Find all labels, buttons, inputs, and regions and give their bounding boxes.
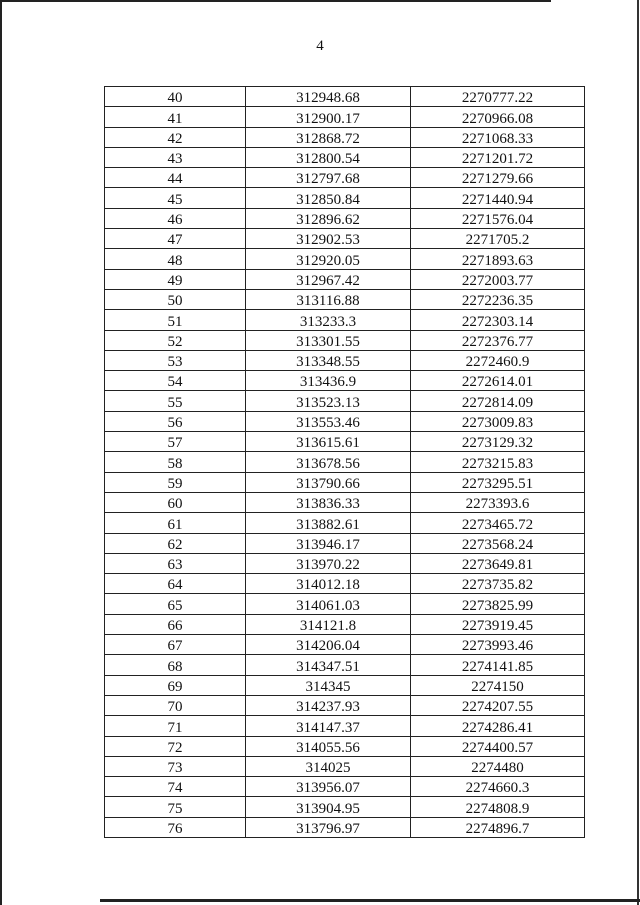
table-row: [105, 513, 585, 533]
y-coordinate-cell: 2274400.57: [411, 736, 585, 756]
x-coordinate-cell: 313116.88: [246, 289, 411, 309]
y-coordinate-cell: 2271576.04: [411, 208, 585, 228]
x-coordinate-cell: 312920.05: [246, 249, 411, 269]
y-coordinate-cell: 2273295.51: [411, 472, 585, 492]
table-row: [105, 817, 585, 837]
point-number-cell: 55: [105, 391, 246, 411]
point-number-cell: 57: [105, 432, 246, 452]
point-number-cell: 70: [105, 695, 246, 715]
x-coordinate-cell: 313436.9: [246, 371, 411, 391]
y-coordinate-cell: 2272003.77: [411, 269, 585, 289]
table-row: [105, 614, 585, 634]
table-row: [105, 756, 585, 776]
x-coordinate-cell: 313796.97: [246, 817, 411, 837]
table-row: [105, 107, 585, 127]
table-row: [105, 269, 585, 289]
point-number-cell: 42: [105, 127, 246, 147]
point-number-cell: 62: [105, 533, 246, 553]
table-row: [105, 229, 585, 249]
y-coordinate-cell: 2274896.7: [411, 817, 585, 837]
scan-border-left: [0, 0, 2, 905]
x-coordinate-cell: 313553.46: [246, 411, 411, 431]
x-coordinate-cell: 314147.37: [246, 716, 411, 736]
table-row: [105, 168, 585, 188]
x-coordinate-cell: 314061.03: [246, 594, 411, 614]
y-coordinate-cell: 2274207.55: [411, 695, 585, 715]
x-coordinate-cell: 312896.62: [246, 208, 411, 228]
y-coordinate-cell: 2273465.72: [411, 513, 585, 533]
table-row: [105, 350, 585, 370]
table-row: [105, 736, 585, 756]
point-number-cell: 67: [105, 635, 246, 655]
x-coordinate-cell: 312800.54: [246, 147, 411, 167]
point-number-cell: 66: [105, 614, 246, 634]
x-coordinate-cell: 313301.55: [246, 330, 411, 350]
y-coordinate-cell: 2273215.83: [411, 452, 585, 472]
y-coordinate-cell: 2274660.3: [411, 777, 585, 797]
point-number-cell: 48: [105, 249, 246, 269]
y-coordinate-cell: 2274141.85: [411, 655, 585, 675]
point-number-cell: 49: [105, 269, 246, 289]
table-row: [105, 553, 585, 573]
y-coordinate-cell: 2272614.01: [411, 371, 585, 391]
y-coordinate-cell: 2271279.66: [411, 168, 585, 188]
y-coordinate-cell: 2273735.82: [411, 574, 585, 594]
point-number-cell: 60: [105, 492, 246, 512]
table-row: [105, 208, 585, 228]
point-number-cell: 40: [105, 87, 246, 107]
x-coordinate-cell: 312797.68: [246, 168, 411, 188]
y-coordinate-cell: 2271440.94: [411, 188, 585, 208]
scan-border-top: [0, 0, 551, 2]
y-coordinate-cell: 2272303.14: [411, 310, 585, 330]
y-coordinate-cell: 2273825.99: [411, 594, 585, 614]
y-coordinate-cell: 2274808.9: [411, 797, 585, 817]
point-number-cell: 75: [105, 797, 246, 817]
point-number-cell: 59: [105, 472, 246, 492]
y-coordinate-cell: 2274150: [411, 675, 585, 695]
y-coordinate-cell: 2273993.46: [411, 635, 585, 655]
point-number-cell: 51: [105, 310, 246, 330]
table-row: [105, 777, 585, 797]
y-coordinate-cell: 2274286.41: [411, 716, 585, 736]
x-coordinate-cell: 313790.66: [246, 472, 411, 492]
table-row: [105, 675, 585, 695]
y-coordinate-cell: 2272376.77: [411, 330, 585, 350]
y-coordinate-cell: 2273393.6: [411, 492, 585, 512]
y-coordinate-cell: 2273568.24: [411, 533, 585, 553]
x-coordinate-cell: 313904.95: [246, 797, 411, 817]
x-coordinate-cell: 313946.17: [246, 533, 411, 553]
y-coordinate-cell: 2272236.35: [411, 289, 585, 309]
point-number-cell: 44: [105, 168, 246, 188]
table-row: [105, 574, 585, 594]
x-coordinate-cell: 313970.22: [246, 553, 411, 573]
x-coordinate-cell: 312900.17: [246, 107, 411, 127]
point-number-cell: 73: [105, 756, 246, 776]
table-row: [105, 249, 585, 269]
table-row: [105, 432, 585, 452]
point-number-cell: 72: [105, 736, 246, 756]
y-coordinate-cell: 2272814.09: [411, 391, 585, 411]
y-coordinate-cell: 2270777.22: [411, 87, 585, 107]
x-coordinate-cell: 314206.04: [246, 635, 411, 655]
x-coordinate-cell: 314345: [246, 675, 411, 695]
table-row: [105, 127, 585, 147]
point-number-cell: 61: [105, 513, 246, 533]
point-number-cell: 65: [105, 594, 246, 614]
coordinates-table: [104, 86, 585, 838]
point-number-cell: 47: [105, 229, 246, 249]
point-number-cell: 69: [105, 675, 246, 695]
y-coordinate-cell: 2273919.45: [411, 614, 585, 634]
point-number-cell: 53: [105, 350, 246, 370]
x-coordinate-cell: 313882.61: [246, 513, 411, 533]
y-coordinate-cell: 2271068.33: [411, 127, 585, 147]
x-coordinate-cell: 313836.33: [246, 492, 411, 512]
point-number-cell: 46: [105, 208, 246, 228]
table-row: [105, 695, 585, 715]
x-coordinate-cell: 312967.42: [246, 269, 411, 289]
x-coordinate-cell: 314121.8: [246, 614, 411, 634]
y-coordinate-cell: 2270966.08: [411, 107, 585, 127]
y-coordinate-cell: 2271201.72: [411, 147, 585, 167]
x-coordinate-cell: 313348.55: [246, 350, 411, 370]
table-row: [105, 533, 585, 553]
table-row: [105, 188, 585, 208]
table-row: [105, 716, 585, 736]
point-number-cell: 56: [105, 411, 246, 431]
point-number-cell: 41: [105, 107, 246, 127]
y-coordinate-cell: 2273009.83: [411, 411, 585, 431]
point-number-cell: 76: [105, 817, 246, 837]
y-coordinate-cell: 2271893.63: [411, 249, 585, 269]
table-row: [105, 411, 585, 431]
table-row: [105, 391, 585, 411]
scan-border-right: [637, 0, 639, 905]
x-coordinate-cell: 313956.07: [246, 777, 411, 797]
x-coordinate-cell: 313233.3: [246, 310, 411, 330]
table-row: [105, 452, 585, 472]
table-row: [105, 310, 585, 330]
y-coordinate-cell: 2274480: [411, 756, 585, 776]
x-coordinate-cell: 313615.61: [246, 432, 411, 452]
table-row: [105, 492, 585, 512]
table-row: [105, 147, 585, 167]
point-number-cell: 50: [105, 289, 246, 309]
point-number-cell: 74: [105, 777, 246, 797]
point-number-cell: 54: [105, 371, 246, 391]
y-coordinate-cell: 2273649.81: [411, 553, 585, 573]
x-coordinate-cell: 314055.56: [246, 736, 411, 756]
point-number-cell: 68: [105, 655, 246, 675]
coordinates-table-body: [105, 87, 585, 838]
x-coordinate-cell: 313523.13: [246, 391, 411, 411]
x-coordinate-cell: 312902.53: [246, 229, 411, 249]
page-number: 4: [316, 38, 324, 54]
x-coordinate-cell: 314237.93: [246, 695, 411, 715]
x-coordinate-cell: 314012.18: [246, 574, 411, 594]
point-number-cell: 58: [105, 452, 246, 472]
x-coordinate-cell: 314347.51: [246, 655, 411, 675]
x-coordinate-cell: 313678.56: [246, 452, 411, 472]
x-coordinate-cell: 312850.84: [246, 188, 411, 208]
table-row: [105, 472, 585, 492]
y-coordinate-cell: 2271705.2: [411, 229, 585, 249]
point-number-cell: 45: [105, 188, 246, 208]
table-row: [105, 289, 585, 309]
point-number-cell: 52: [105, 330, 246, 350]
y-coordinate-cell: 2272460.9: [411, 350, 585, 370]
point-number-cell: 64: [105, 574, 246, 594]
x-coordinate-cell: 314025: [246, 756, 411, 776]
table-row: [105, 87, 585, 107]
point-number-cell: 63: [105, 553, 246, 573]
table-row: [105, 655, 585, 675]
table-row: [105, 371, 585, 391]
table-row: [105, 594, 585, 614]
y-coordinate-cell: 2273129.32: [411, 432, 585, 452]
point-number-cell: 71: [105, 716, 246, 736]
scan-border-bottom: [100, 899, 640, 902]
table-row: [105, 797, 585, 817]
x-coordinate-cell: 312948.68: [246, 87, 411, 107]
table-row: [105, 330, 585, 350]
point-number-cell: 43: [105, 147, 246, 167]
x-coordinate-cell: 312868.72: [246, 127, 411, 147]
table-row: [105, 635, 585, 655]
